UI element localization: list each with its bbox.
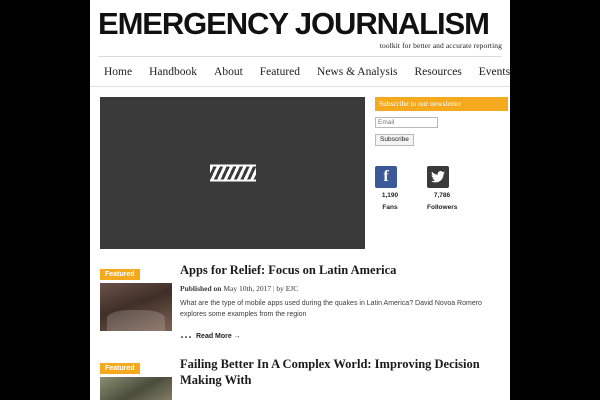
nav-news-analysis[interactable]: News & Analysis — [317, 65, 398, 78]
article-read-more-link[interactable] — [196, 333, 241, 340]
social-stats — [375, 166, 508, 212]
site-page — [90, 0, 510, 400]
newsletter-email-input[interactable] — [375, 117, 438, 128]
article-badge: Featured — [100, 269, 140, 280]
main-column — [100, 97, 365, 249]
nav-about[interactable]: About — [214, 65, 243, 78]
article-read-more-label: Read More → — [196, 332, 241, 340]
sidebar — [375, 97, 508, 249]
social-facebook[interactable] — [375, 166, 405, 212]
twitter-count-label: Followers — [427, 204, 458, 212]
content-area — [90, 87, 510, 249]
article-body — [180, 263, 500, 343]
newsletter-subscribe-button[interactable]: Subscribe — [375, 134, 414, 146]
twitter-count: 7,786 — [433, 192, 451, 200]
article-published-prefix: Published on — [180, 284, 222, 294]
article-date: May 10th, 2017 — [223, 284, 272, 294]
site-logo-text — [98, 8, 489, 40]
article-badge: Featured — [100, 363, 140, 374]
logo-word-emergency: EMERGENCY — [98, 6, 288, 41]
nav-resources[interactable]: Resources — [414, 65, 462, 78]
nav-events[interactable]: Events — [478, 65, 510, 78]
facebook-icon[interactable]: f — [375, 166, 397, 188]
article-title[interactable]: Apps for Relief: Focus on Latin America — [180, 262, 397, 277]
article-readmore-dots: ... — [180, 324, 192, 342]
article-item — [100, 357, 500, 400]
article-title[interactable]: Failing Better In A Complex World: Improving Decision Making With — [180, 356, 480, 387]
hero-video-player[interactable] — [100, 97, 365, 249]
article-thumbnail[interactable] — [100, 283, 172, 331]
article-thumbnail[interactable] — [100, 377, 172, 400]
article-meta — [180, 284, 500, 293]
social-twitter[interactable] — [427, 166, 457, 212]
site-logo[interactable] — [98, 8, 502, 40]
article-body — [180, 357, 500, 400]
twitter-icon[interactable] — [427, 166, 449, 188]
facebook-count-label: Fans — [382, 204, 398, 212]
article-byline: by EJC — [276, 284, 299, 294]
article-excerpt: What are the type of mobile apps used during the quakes in Latin America? David Novoa Romero explores some examples from the region — [180, 300, 482, 319]
masthead — [90, 0, 510, 59]
facebook-count: 1,190 — [381, 192, 399, 200]
nav-featured[interactable]: Featured — [259, 65, 301, 78]
nav-handbook[interactable]: Handbook — [149, 65, 198, 78]
article-item — [100, 263, 500, 343]
nav-home[interactable]: Home — [104, 65, 133, 78]
article-thumbnail-wrap — [100, 357, 172, 400]
article-thumbnail-wrap — [100, 263, 172, 343]
newsletter-form — [375, 111, 508, 147]
site-tagline: toolkit for better and accurate reporting — [379, 40, 502, 50]
newsletter-heading: Subscribe to our newsletter — [375, 97, 508, 111]
masthead-divider — [98, 56, 502, 57]
logo-word-journalism: JOURNALISM — [287, 6, 489, 41]
article-read-more-row — [180, 325, 500, 343]
article-meta-separator: | — [272, 284, 275, 294]
video-placeholder-icon — [210, 164, 256, 181]
article-list — [90, 249, 510, 400]
main-navigation — [90, 59, 510, 87]
